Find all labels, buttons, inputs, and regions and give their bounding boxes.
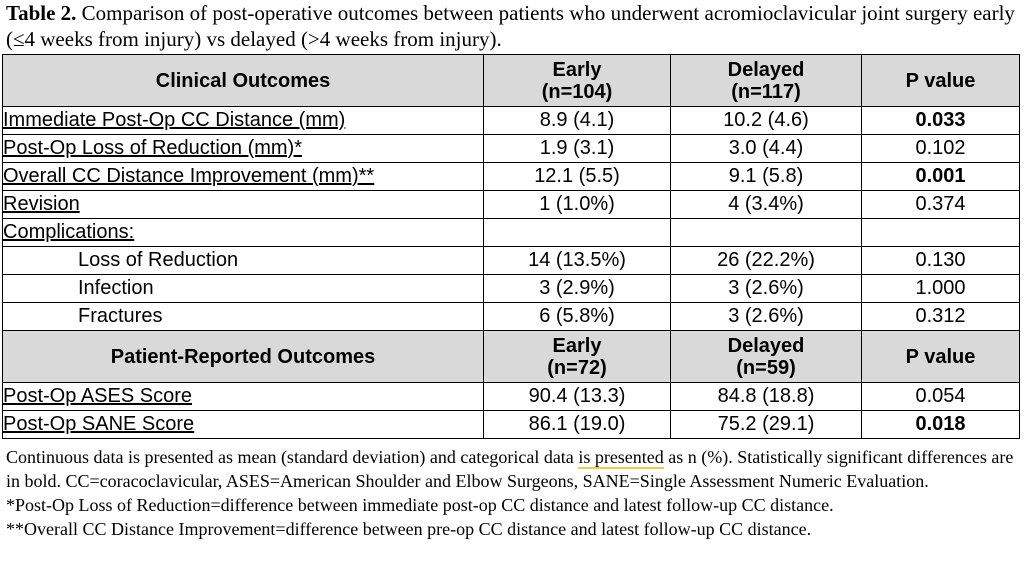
clinical-early-n: (n=104)	[541, 80, 613, 103]
clinical-delayed-n: (n=117)	[731, 80, 801, 103]
early-value: 6 (5.8%)	[484, 303, 671, 331]
early-value: 3 (2.9%)	[484, 275, 671, 303]
footnote-general: Continuous data is presented as mean (standard deviation) and categorical data is presented as n (%). Statistically significant differences are in bold. CC=coracoclavicular, ASES=American Shoulder and Elbow Surgeons, SANE=Single Assessment Numeric Evaluation.	[6, 447, 1014, 491]
early-value: 14 (13.5%)	[484, 247, 671, 275]
table-row	[3, 303, 1020, 331]
table-footnotes	[6, 445, 1018, 541]
patient-outcomes-header: Patient-Reported Outcomes	[3, 331, 484, 383]
delayed-value: 3 (2.6%)	[671, 303, 862, 331]
p-value: 0.033	[862, 107, 1020, 135]
row-label: Post-Op Loss of Reduction (mm)*	[3, 135, 484, 163]
patient-early-n: (n=72)	[547, 356, 607, 379]
delayed-value: 3 (2.6%)	[671, 275, 862, 303]
row-label: Loss of Reduction	[3, 247, 484, 275]
early-value: 1.9 (3.1)	[484, 135, 671, 163]
patient-early-header	[484, 331, 671, 383]
row-label: Post-Op ASES Score	[3, 383, 484, 411]
clinical-delayed-title: Delayed	[727, 58, 805, 81]
delayed-value: 84.8 (18.8)	[671, 383, 862, 411]
table-row	[3, 383, 1020, 411]
p-value-empty	[862, 219, 1020, 247]
p-value: 0.374	[862, 191, 1020, 219]
p-value: 0.001	[862, 163, 1020, 191]
patient-early-title: Early	[552, 334, 602, 357]
p-value: 0.312	[862, 303, 1020, 331]
footnote-asterisk: *Post-Op Loss of Reduction=difference between immediate post-op CC distance and latest follow-up CC distance.	[6, 495, 834, 515]
delayed-value: 3.0 (4.4)	[671, 135, 862, 163]
patient-delayed-title: Delayed	[727, 334, 805, 357]
early-value: 90.4 (13.3)	[484, 383, 671, 411]
early-value: 12.1 (5.5)	[484, 163, 671, 191]
p-value: 0.018	[862, 411, 1020, 439]
row-label: Post-Op SANE Score	[3, 411, 484, 439]
row-label: Revision	[3, 191, 484, 219]
patient-delayed-n: (n=59)	[736, 356, 796, 379]
delayed-value-empty	[671, 219, 862, 247]
early-value-empty	[484, 219, 671, 247]
delayed-value: 9.1 (5.8)	[671, 163, 862, 191]
table-row	[3, 135, 1020, 163]
table-caption-text: Comparison of post-operative outcomes between patients who underwent acromioclavicular joint surgery early (≤4 weeks from injury) vs delayed (>4 weeks from injury).	[6, 1, 1015, 51]
clinical-early-title: Early	[552, 58, 602, 81]
table-row	[3, 107, 1020, 135]
p-value: 0.054	[862, 383, 1020, 411]
clinical-early-header	[484, 55, 671, 107]
complications-row	[3, 219, 1020, 247]
early-value: 86.1 (19.0)	[484, 411, 671, 439]
row-label: Infection	[3, 275, 484, 303]
delayed-value: 10.2 (4.6)	[671, 107, 862, 135]
outcomes-table	[2, 54, 1020, 439]
table-row	[3, 411, 1020, 439]
row-label: Fractures	[3, 303, 484, 331]
table-caption-label: Table 2.	[6, 1, 77, 25]
early-value: 8.9 (4.1)	[484, 107, 671, 135]
p-value: 0.130	[862, 247, 1020, 275]
early-value: 1 (1.0%)	[484, 191, 671, 219]
complications-label: Complications:	[3, 219, 484, 247]
clinical-p-value-header: P value	[862, 55, 1020, 107]
patient-header-row	[3, 331, 1020, 383]
delayed-value: 75.2 (29.1)	[671, 411, 862, 439]
clinical-header-row	[3, 55, 1020, 107]
table-caption	[6, 0, 1016, 52]
clinical-delayed-header	[671, 55, 862, 107]
row-label: Overall CC Distance Improvement (mm)**	[3, 163, 484, 191]
table-row	[3, 247, 1020, 275]
table-row	[3, 191, 1020, 219]
p-value: 1.000	[862, 275, 1020, 303]
delayed-value: 26 (22.2%)	[671, 247, 862, 275]
clinical-outcomes-header: Clinical Outcomes	[3, 55, 484, 107]
footnote-double-asterisk: **Overall CC Distance Improvement=difference between pre-op CC distance and latest follow-up CC distance.	[6, 519, 812, 539]
p-value: 0.102	[862, 135, 1020, 163]
row-label: Immediate Post-Op CC Distance (mm)	[3, 107, 484, 135]
delayed-value: 4 (3.4%)	[671, 191, 862, 219]
table-row	[3, 163, 1020, 191]
patient-p-value-header: P value	[862, 331, 1020, 383]
patient-delayed-header	[671, 331, 862, 383]
highlighted-phrase: is presented	[578, 447, 664, 467]
table-row	[3, 275, 1020, 303]
